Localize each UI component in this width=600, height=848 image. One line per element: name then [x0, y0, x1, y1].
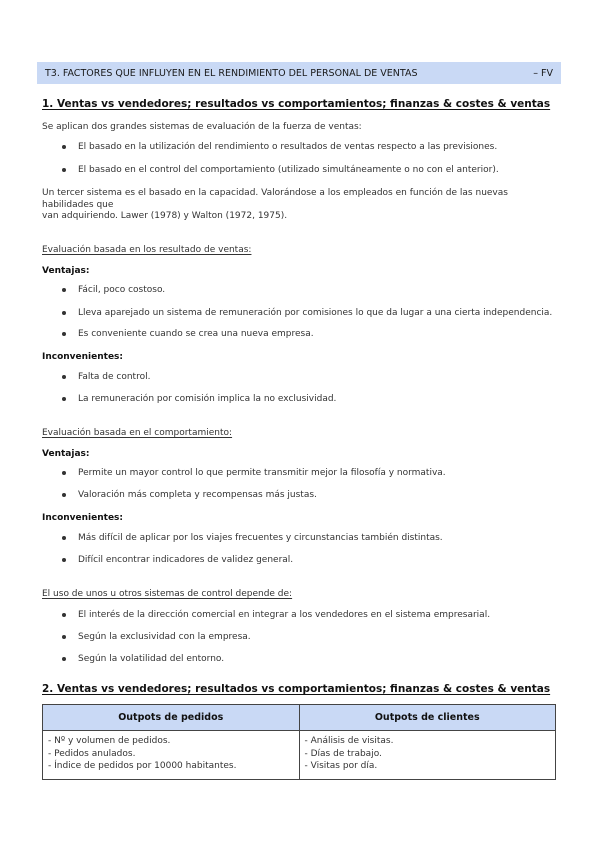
cell-line: - Análisis de visitas. — [304, 736, 394, 746]
section-2-heading: 2. Ventas vs vendedores; resultados vs comportamientos; finanzas & costes & ventas — [42, 683, 551, 695]
bullet-icon — [62, 311, 66, 315]
disadvantages-label: Inconvenientes: — [42, 513, 124, 523]
section-1-heading: 1. Ventas vs vendedores; resultados vs comportamientos; finanzas & costes & ventas — [42, 98, 551, 110]
column-header: Outpots de clientes — [299, 705, 556, 731]
bullet-icon — [62, 375, 66, 379]
advantages-label: Ventajas: — [42, 449, 90, 459]
bullet-icon — [62, 471, 66, 475]
page-title: T3. FACTORES QUE INFLUYEN EN EL RENDIMIENTO DEL PERSONAL DE VENTAS — [45, 67, 418, 79]
bullet-icon — [62, 493, 66, 497]
bullet-icon — [62, 657, 66, 661]
list-item: Valoración más completa y recompensas más justas. — [62, 490, 317, 500]
advantages-label: Ventajas: — [42, 266, 90, 276]
list-item: Lleva aparejado un sistema de remuneración por comisiones lo que da lugar a una cierta independencia. — [62, 308, 552, 318]
column-header: Outpots de pedidos — [43, 705, 300, 731]
cell-line: - Nº y volumen de pedidos. — [48, 736, 171, 746]
bullet-icon — [62, 168, 66, 172]
cell-line: - Visitas por día. — [304, 761, 378, 771]
bullet-icon — [62, 397, 66, 401]
subsection-title: El uso de unos u otros sistemas de control depende de: — [42, 589, 293, 599]
table-cell — [299, 731, 556, 780]
list-item: Según la volatilidad del entorno. — [62, 654, 224, 664]
bullet-icon — [62, 635, 66, 639]
bullet-icon — [62, 332, 66, 336]
bullet-icon — [62, 536, 66, 540]
list-item: Falta de control. — [62, 372, 150, 382]
bullet-icon — [62, 288, 66, 292]
list-item: Es conveniente cuando se crea una nueva empresa. — [62, 329, 314, 339]
intro-text: Se aplican dos grandes sistemas de evaluación de la fuerza de ventas: — [42, 122, 362, 132]
bullet-icon — [62, 558, 66, 562]
table-header-row — [43, 705, 556, 731]
list-item: La remuneración por comisión implica la no exclusividad. — [62, 394, 336, 404]
list-item: El basado en el control del comportamiento (utilizado simultáneamente o no con el anterior). — [62, 165, 499, 175]
list-item: Difícil encontrar indicadores de validez general. — [62, 555, 293, 565]
cell-line: - Pedidos anulados. — [48, 748, 136, 759]
disadvantages-label: Inconvenientes: — [42, 352, 124, 362]
list-item: El interés de la dirección comercial en integrar a los vendedores en el sistema empresarial. — [62, 610, 490, 620]
paragraph-line: Un tercer sistema es el basado en la capacidad. Valorándose a los empleados en función de las nuevas habilidades que — [42, 188, 508, 210]
table-row — [43, 731, 556, 780]
bullet-icon — [62, 613, 66, 617]
list-item: Más difícil de aplicar por los viajes frecuentes y circunstancias también distintas. — [62, 533, 443, 543]
subsection-title: Evaluación basada en el comportamiento: — [42, 428, 233, 438]
list-item: El basado en la utilización del rendimiento o resultados de ventas respecto a las previsiones. — [62, 142, 497, 152]
outputs-table — [42, 704, 556, 780]
paragraph-line: van adquiriendo. Lawer (1978) y Walton (1972, 1975). — [42, 211, 288, 221]
cell-line: - Índice de pedidos por 10000 habitantes. — [48, 761, 237, 771]
list-item: Según la exclusividad con la empresa. — [62, 632, 251, 642]
title-bar — [37, 62, 561, 84]
bullet-icon — [62, 145, 66, 149]
subsection-title: Evaluación basada en los resultado de ventas: — [42, 245, 252, 255]
list-item: Permite un mayor control lo que permite transmitir mejor la filosofía y normativa. — [62, 468, 446, 478]
table-cell — [43, 731, 300, 780]
list-item: Fácil, poco costoso. — [62, 285, 165, 295]
cell-line: - Días de trabajo. — [304, 748, 382, 759]
title-tag: – FV — [533, 67, 553, 79]
